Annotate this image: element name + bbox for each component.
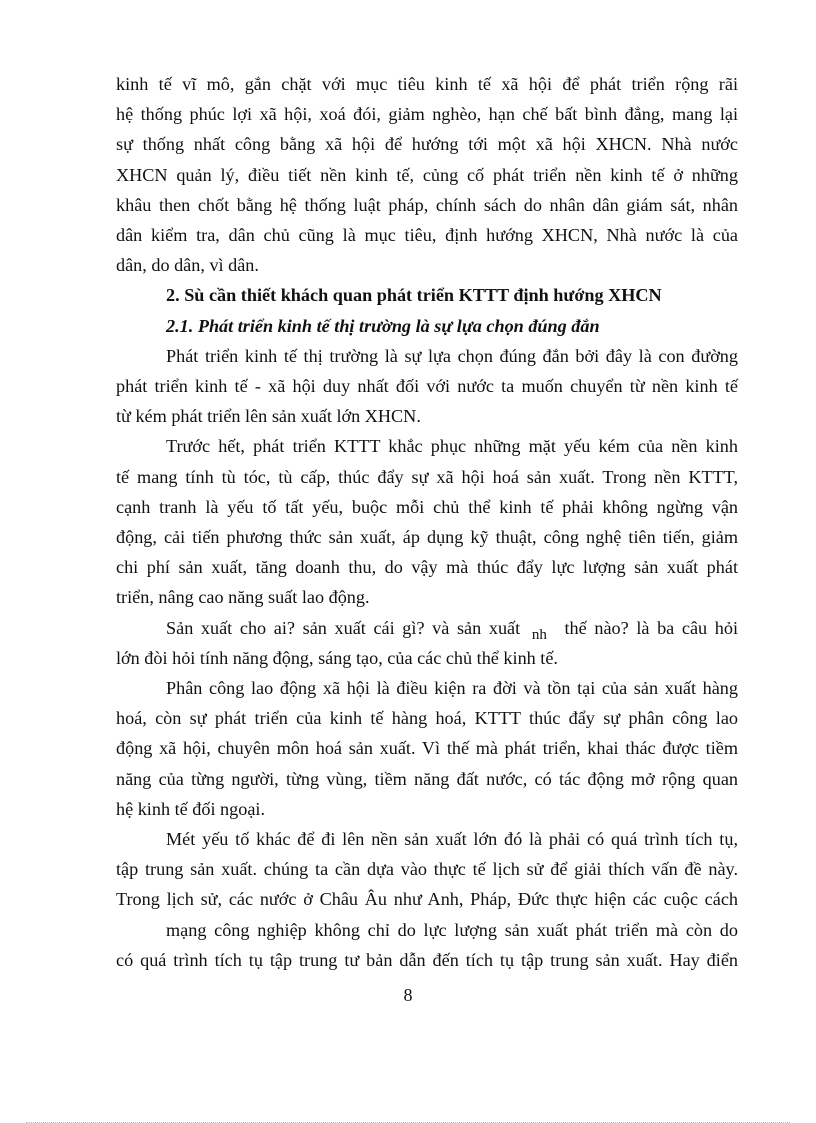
text-line: XHCN quản lý, điều tiết nền kinh tế, củng cố phát triển nền kinh tế ở những (116, 164, 738, 185)
text-line: phát triển kinh tế - xã hội duy nhất đối với nước ta muốn chuyển từ nền kinh tế (116, 376, 738, 396)
text-line: tế mang tính tù tóc, tù cấp, thúc đẩy sự xã hội hoá sản xuất. Trong nền KTTT, (116, 466, 738, 487)
text-line: động, cải tiến phương thức sản xuất, áp dụng kỹ thuật, công nghệ tiên tiến, giảm (116, 527, 738, 547)
text-line: dân, do dân, vì dân. (116, 255, 259, 276)
text-line: Phân công lao động xã hội là điều kiện ra đời và tồn tại của sản xuất hàng (166, 678, 738, 698)
text-line: động xã hội, chuyên môn hoá sản xuất. Vì thế mà phát triển, khai thác được tiềm (116, 738, 738, 759)
text-line: có quá trình tích tụ tập trung tư bản dẫn đến tích tụ tập trung sản xuất. Hay điển (116, 949, 738, 970)
subscript-fragment: nh (531, 626, 547, 643)
text-line: Trước hết, phát triển KTTT khắc phục những mặt yếu kém của nền kinh (166, 436, 738, 457)
subsection-heading: 2.1. Phát triển kinh tế thị trường là sự lựa chọn đúng đắn (166, 315, 600, 336)
text-line: kinh tế vĩ mô, gắn chặt với mục tiêu kinh tế xã hội để phát triển rộng rãi (116, 74, 738, 94)
text-line: dân kiểm tra, dân chủ cũng là mục tiêu, định hướng XHCN, Nhà nước là của (116, 225, 738, 245)
text-fragment: thế nào? là ba câu hỏi (564, 617, 739, 638)
text-line: lớn đòi hỏi tính năng động, sáng tạo, của các chủ thể kinh tế. (116, 647, 558, 668)
text-line (166, 616, 738, 642)
text-line: Trong lịch sử, các nước ở Châu Âu như Anh, Pháp, Đức thực hiện các cuộc cách (116, 889, 738, 910)
text-line: Mét yếu tố khác để đi lên nền sản xuất lớn đó là phải có quá trình tích tụ, (166, 829, 738, 849)
text-line: chi phí sản xuất, tăng doanh thu, do vậy mà thúc đẩy lực lượng sản xuất phát (116, 557, 738, 578)
text-line: sự thống nhất công bằng xã hội để hướng tới một xã hội XHCN. Nhà nước (116, 134, 738, 155)
text-line: năng của từng người, từng vùng, tiềm năng đất nước, có tác động mở rộng quan (116, 768, 738, 789)
text-line: mạng công nghiệp không chỉ do lực lượng sản xuất phát triển mà còn do (166, 919, 738, 940)
text-line: hệ kinh tế đối ngoại. (116, 798, 266, 819)
text-line: hệ thống phúc lợi xã hội, xoá đói, giảm nghèo, hạn chế bất bình đẳng, mang lại (116, 104, 738, 125)
text-line: hoá, còn sự phát triển của kinh tế hàng hoá, KTTT thúc đẩy sự phân công lao (116, 708, 738, 729)
text-line: Phát triển kinh tế thị trường là sự lựa chọn đúng đắn bởi đây là con đường (166, 345, 738, 366)
text-line: tập trung sản xuất. chúng ta cần dựa vào thực tế lịch sử để giải thích vấn đề này. (116, 859, 738, 880)
section-heading: 2. Sù cần thiết khách quan phát triển KTTT định hướng XHCN (166, 285, 662, 306)
text-line: khâu then chốt bằng hệ thống luật pháp, chính sách do nhân dân giám sát, nhân (116, 194, 738, 215)
text-line: cạnh tranh là yếu tố tất yếu, buộc mỗi chủ thể kinh tế phải không ngừng vận (116, 496, 738, 517)
text-fragment: Sản xuất cho ai? sản xuất cái gì? và sản xuất (166, 617, 521, 638)
page-number: 8 (403, 985, 413, 1005)
text-line: triển, nâng cao năng suất lao động. (116, 587, 370, 608)
text-line: từ kém phát triển lên sản xuất lớn XHCN. (116, 406, 421, 427)
